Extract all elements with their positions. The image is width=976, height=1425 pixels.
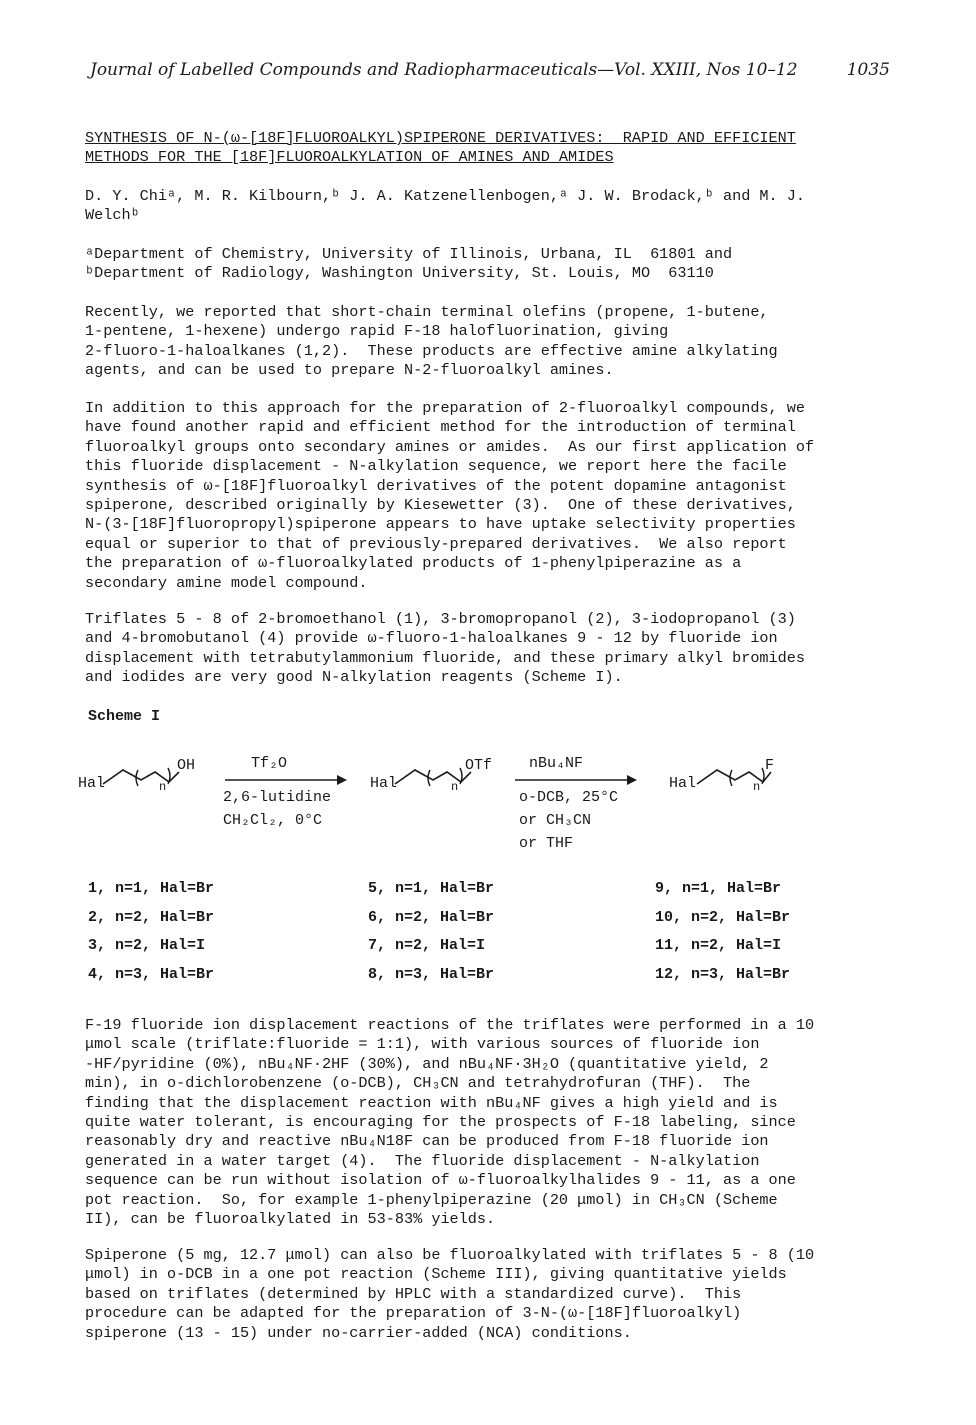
compound-entry: 1, n=1, Hal=Br <box>88 880 215 897</box>
compound-entry: 5, n=1, Hal=Br <box>368 880 495 897</box>
text-line: and 4-bromobutanol (4) provide ω-fluoro-1-haloalkanes 9 - 12 by fluoride ion <box>85 629 778 648</box>
paragraph-approach <box>85 399 875 593</box>
page-number: 1035 <box>846 60 890 80</box>
structure-end-group: F <box>765 757 775 774</box>
text-line: Spiperone (5 mg, 12.7 μmol) can also be fluoroalkylated with triflates 5 - 8 (10 <box>85 1246 815 1264</box>
text-line: pot reaction. So, for example 1-phenylpiperazine (20 μmol) in CH₃CN (Scheme <box>85 1190 778 1209</box>
structure-mid-group: OTf <box>465 757 493 774</box>
compound-entry: 9, n=1, Hal=Br <box>655 880 782 897</box>
text-line: In addition to this approach for the preparation of 2-fluoroalkyl compounds, we <box>85 399 806 417</box>
paragraph-spiperone <box>85 1246 875 1343</box>
text-line: generated in a water target (4). The fluoride displacement - N-alkylation <box>85 1151 760 1170</box>
text-line: the preparation of ω-fluoroalkylated products of 1-phenylpiperazine as a <box>85 554 742 573</box>
text-line: N-(3-[18F]fluoropropyl)spiperone appears to have uptake selectivity properties <box>85 515 796 534</box>
paragraph-intro <box>85 303 875 381</box>
text-line: based on triflates (determined by HPLC with a standardized curve). This <box>85 1284 742 1303</box>
text-line: II), can be fluoroalkylated in 53-83% yields. <box>85 1210 496 1229</box>
text-line: this fluoride displacement - N-alkylation sequence, we report here the facile <box>85 457 787 476</box>
journal-title: Journal of Labelled Compounds and Radiopharmaceuticals—Vol. XXIII, Nos 10–12 <box>90 60 798 80</box>
subscript-n-start: n <box>159 780 167 794</box>
text-line: procedure can be adapted for the preparation of 3-N-(ω-[18F]fluoroalkyl) <box>85 1304 742 1323</box>
text-line: quite water tolerant, is encouraging for the prospects of F-18 labeling, since <box>85 1113 796 1132</box>
paragraph-displacement <box>85 1016 875 1229</box>
compound-entry: 8, n=3, Hal=Br <box>368 965 495 983</box>
arrow-2-head <box>627 775 637 785</box>
compound-entry: 2, n=2, Hal=Br <box>88 908 215 926</box>
text-line: equal or superior to that of previously-prepared derivatives. We also report <box>85 534 787 553</box>
text-line: reasonably dry and reactive nBu₄N18F can be produced from F-18 fluoride ion <box>85 1132 769 1151</box>
text-line: spiperone, described originally by Kiesewetter (3). One of these derivatives, <box>85 496 796 515</box>
title-line-2: METHODS FOR THE [18F]FLUOROALKYLATION OF AMINES AND AMIDES <box>85 148 614 167</box>
text-line: and iodides are very good N-alkylation reagents (Scheme I). <box>85 668 623 687</box>
text-line: finding that the displacement reaction with nBu₄NF gives a high yield and is <box>85 1093 778 1112</box>
structure-mid-hal: Hal <box>370 775 398 792</box>
scheme-label: Scheme I <box>88 708 161 725</box>
compound-list-triflates <box>368 880 494 994</box>
text-line: synthesis of ω-[18F]fluoroalkyl derivatives of the potent dopamine antagonist <box>85 476 787 495</box>
running-header <box>90 60 890 84</box>
reaction-scheme <box>75 750 835 870</box>
text-line: agents, and can be used to prepare N-2-fluoroalkyl amines. <box>85 361 614 380</box>
text-line: min), in o-dichlorobenzene (o-DCB), CH₃CN and tetrahydrofuran (THF). The <box>85 1074 751 1093</box>
compound-entry: 10, n=2, Hal=Br <box>655 908 791 926</box>
text-line: fluoroalkyl groups onto secondary amines or amides. As our first application of <box>85 437 815 456</box>
text-line: μmol) in o-DCB in a one pot reaction (Scheme III), giving quantitative yields <box>85 1265 787 1284</box>
structure-start-hal: Hal <box>78 775 106 792</box>
compound-list-fluorides <box>655 880 790 994</box>
text-line: -HF/pyridine (0%), nBu₄NF·2HF (30%), and nBu₄NF·3H₂O (quantitative yield, 2 <box>85 1054 769 1073</box>
text-line: F-19 fluoride ion displacement reactions of the triflates were performed in a 10 <box>85 1016 815 1034</box>
author-list: D. Y. Chiᵃ, M. R. Kilbourn,ᵇ J. A. Katzenellenbogen,ᵃ J. W. Brodack,ᵇ and M. J. Welchᵇ <box>85 187 815 225</box>
article-title <box>85 129 885 168</box>
compound-entry: 3, n=2, Hal=I <box>88 937 206 954</box>
arrow-1-head <box>337 775 347 785</box>
text-line: displacement with tetrabutylammonium fluoride, and these primary alkyl bromides <box>85 648 806 667</box>
compound-entry: 12, n=3, Hal=Br <box>655 965 791 983</box>
structure-end-hal: Hal <box>669 775 697 792</box>
step1-condition-2: CH₂Cl₂, 0°C <box>223 812 323 829</box>
affiliations <box>85 245 865 284</box>
text-line: sequence can be run without isolation of ω-fluoroalkylhalides 9 - 11, as a one <box>85 1171 796 1190</box>
compound-entry: 4, n=3, Hal=Br <box>88 965 215 983</box>
text-line: μmol scale (triflate:fluoride = 1:1), with various sources of fluoride ion <box>85 1035 760 1054</box>
compound-entry: 11, n=2, Hal=I <box>655 937 782 954</box>
subscript-n-mid: n <box>451 780 459 794</box>
text-line: 2-fluoro-1-haloalkanes (1,2). These products are effective amine alkylating <box>85 341 778 360</box>
zigzag-bond-mid <box>395 770 471 784</box>
text-line: 1-pentene, 1-hexene) undergo rapid F-18 halofluorination, giving <box>85 322 669 341</box>
structure-start-group: OH <box>177 757 196 774</box>
affiliation-b: ᵇDepartment of Radiology, Washington University, St. Louis, MO 63110 <box>85 264 714 283</box>
text-line: Triflates 5 - 8 of 2-bromoethanol (1), 3-bromopropanol (2), 3-iodopropanol (3) <box>85 610 796 628</box>
text-line: have found another rapid and efficient method for the introduction of terminal <box>85 418 796 437</box>
step2-condition-3: or THF <box>519 835 574 852</box>
step2-condition-1: o-DCB, 25°C <box>519 789 619 806</box>
step2-reagent: nBu₄NF <box>529 755 584 772</box>
text-line: secondary amine model compound. <box>85 573 368 592</box>
paragraph-triflates <box>85 610 875 688</box>
title-line-1: SYNTHESIS OF N-(ω-[18F]FLUOROALKYL)SPIPERONE DERIVATIVES: RAPID AND EFFICIENT <box>85 129 796 147</box>
subscript-n-end: n <box>753 780 761 794</box>
text-line: spiperone (13 - 15) under no-carrier-added (NCA) conditions. <box>85 1323 632 1342</box>
step1-condition-1: 2,6-lutidine <box>223 789 332 806</box>
affiliation-a: ᵃDepartment of Chemistry, University of Illinois, Urbana, IL 61801 and <box>85 245 733 263</box>
compound-entry: 6, n=2, Hal=Br <box>368 908 495 926</box>
compound-list-alcohols <box>88 880 214 994</box>
step2-condition-2: or CH₃CN <box>519 812 592 829</box>
step1-reagent: Tf₂O <box>251 755 288 772</box>
zigzag-bond-start <box>103 770 179 784</box>
compound-entry: 7, n=2, Hal=I <box>368 937 486 954</box>
text-line: Recently, we reported that short-chain terminal olefins (propene, 1-butene, <box>85 303 769 321</box>
